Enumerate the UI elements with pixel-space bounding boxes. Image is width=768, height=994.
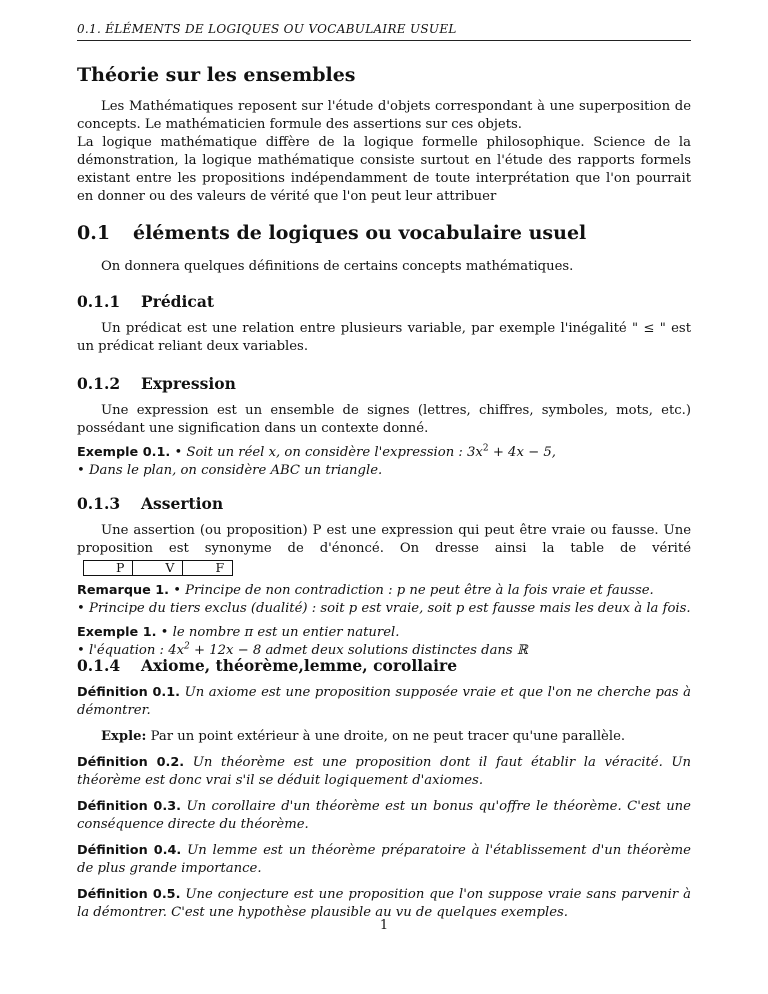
example-text: Par un point extérieur à une droite, on ne peut tracer qu'une parallèle.: [150, 729, 626, 744]
subsection-number: 0.1.4: [77, 656, 121, 675]
example-label: Exple:: [101, 729, 147, 744]
example-line-1: • Soit un réel x, on considère l'expression : 3x: [174, 445, 483, 460]
definition-label: Définition 0.3.: [77, 799, 181, 814]
page-number: 1: [379, 918, 389, 933]
definition-0-1: [77, 684, 691, 720]
intro: [77, 98, 691, 206]
superscript: 2: [482, 443, 489, 454]
section-intro: On donnera quelques définitions de certains concepts mathématiques.: [101, 259, 574, 274]
definition-text: Un corollaire d'un théorème est un bonus qu'offre le théorème. C'est une conséquence directe du théorème.: [77, 799, 691, 832]
predicat-text: Un prédicat est une relation entre plusieurs variable, par exemple l'inégalité " ≤ " est un prédicat reliant deux variables.: [77, 321, 691, 354]
example-line-1-end: + 4x − 5,: [492, 445, 556, 460]
definition-text: Un lemme est un théorème préparatoire à l'établissement d'un théorème de plus grande importance.: [77, 843, 691, 876]
definition-0-4: [77, 842, 691, 878]
definition-label: Définition 0.4.: [77, 843, 182, 858]
intro-paragraph-1: Les Mathématiques reposent sur l'étude d'objets correspondant à une superposition de concepts. Le mathématicien formule des assertions sur ces objets.: [77, 99, 691, 132]
section-heading: [77, 222, 586, 244]
subsection-title: Expression: [141, 374, 236, 393]
remark-line-1: • Principe de non contradiction : p ne peut être à la fois vraie et fausse.: [173, 583, 654, 598]
remark-label: Remarque 1.: [77, 583, 169, 598]
subsection-number: 0.1.3: [77, 494, 121, 513]
intro-paragraph-2: La logique mathématique diffère de la logique formelle philosophique. Science de la démonstration, la logique mathématique consiste surtout en l'étude des rapports formels existant entre les propositions indépendamment de toute interprétation que l'on pourrait en donner ou des valeurs de vérité que l'on peut leur attribuer: [77, 135, 691, 204]
subsection-heading-expression: [77, 374, 236, 393]
expression-example-line-2: • Dans le plan, on considère ABC un triangle.: [77, 463, 383, 478]
definition-0-2: [77, 754, 691, 790]
subsection-title: Axiome, théorème,lemme, corollaire: [141, 656, 458, 675]
example-label: Exemple 0.1.: [77, 445, 171, 460]
subsection-heading-predicat: [77, 292, 214, 311]
subsection-title: Assertion: [141, 494, 224, 513]
section-title: éléments de logiques ou vocabulaire usuel: [133, 222, 587, 244]
definition-text: Un axiome est une proposition supposée vraie et que l'on ne cherche pas à démontrer.: [77, 685, 691, 718]
truth-cell-p: P: [84, 561, 133, 575]
example-label: Exemple 1.: [77, 625, 157, 640]
definition-0-5: [77, 886, 691, 922]
remark-line-2: • Principe du tiers exclus (dualité) : soit p est vraie, soit p est fausse mais les deux à la fois.: [77, 601, 691, 616]
section-number: 0.1: [77, 222, 111, 244]
definition-label: Définition 0.1.: [77, 685, 181, 700]
subsection-number: 0.1.2: [77, 374, 121, 393]
subsection-number: 0.1.1: [77, 292, 121, 311]
assertion-text: [77, 522, 691, 576]
assertion-remark: [77, 582, 691, 600]
definition-0-3: [77, 798, 691, 834]
expression-example: [77, 444, 691, 462]
example-line-2-end: + 12x − 8 admet deux solutions distinctes dans ℝ: [193, 643, 528, 658]
example-line-2-start: • l'équation : 4x: [77, 643, 185, 658]
truth-cell-v: V: [133, 561, 183, 575]
truth-table: [83, 560, 233, 576]
subsection-heading-axiome: [77, 656, 457, 675]
example-line-1: • le nombre π est un entier naturel.: [160, 625, 400, 640]
truth-cell-f: F: [215, 560, 225, 575]
definition-label: Définition 0.5.: [77, 887, 181, 902]
assertion-text-body: Une assertion (ou proposition) P est une expression qui peut être vraie ou fausse. Une proposition est synonyme de d'énoncé. On dresse ainsi la table de vérité: [77, 523, 691, 556]
running-head: 0.1. ÉLÉMENTS DE LOGIQUES OU VOCABULAIRE USUEL: [77, 22, 691, 41]
subsection-heading-assertion: [77, 494, 223, 513]
page-title: Théorie sur les ensembles: [77, 64, 356, 86]
expression-text: Une expression est un ensemble de signes (lettres, chiffres, symboles, mots, etc.) possédant une signification dans un contexte donné.: [77, 403, 691, 436]
assertion-example: [77, 624, 691, 642]
definition-text: Un théorème est une proposition dont il faut établir la véracité. Un théorème est donc vrai s'il se déduit logiquement d'axiomes.: [77, 755, 691, 788]
axiom-example: [77, 728, 691, 746]
subsection-title: Prédicat: [141, 292, 215, 311]
superscript: 2: [184, 641, 190, 652]
definition-label: Définition 0.2.: [77, 755, 185, 770]
definition-text: Une conjecture est une proposition que l'on suppose vraie sans parvenir à la démontrer. C'est une hypothèse plausible au vu de quelques exemples.: [77, 887, 691, 920]
